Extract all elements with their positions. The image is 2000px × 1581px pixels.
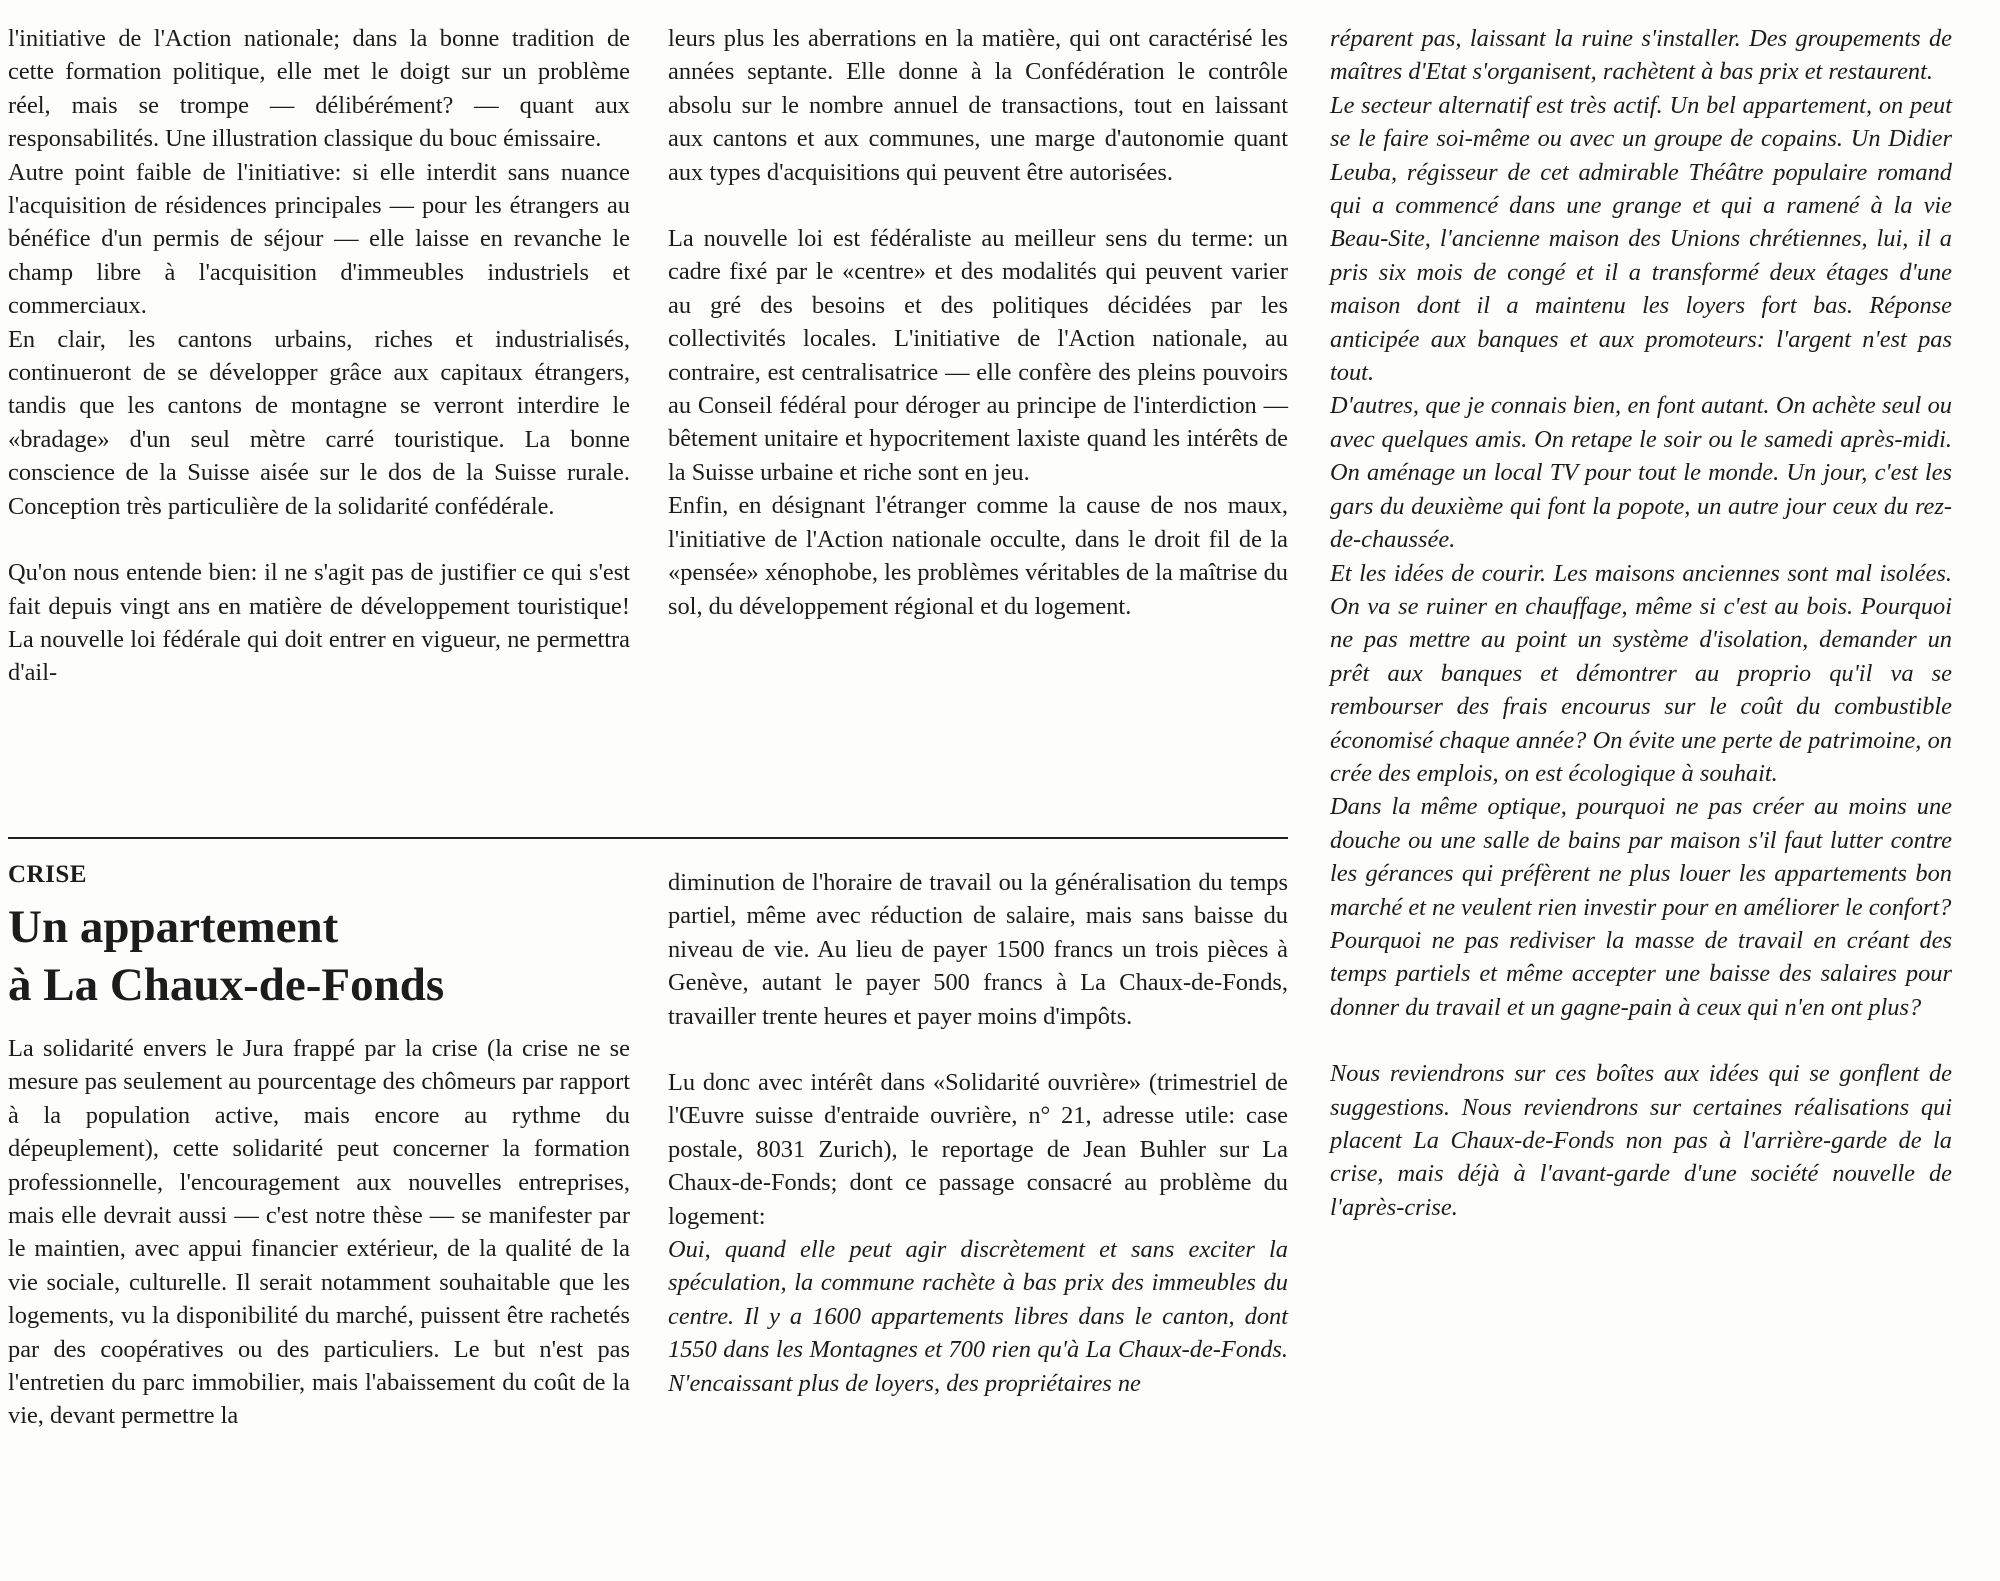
paragraph: En clair, les cantons urbains, riches et industrialisés, continueront de se développer grâce aux capitaux étrangers, tandis que les cantons de montagne se verront interdire le «bradage» d'un seul mètre carré touristique. La bonne conscience de la Suisse aisée sur le dos de la Suisse rurale. Conception très particulière de la solidarité confédérale. (8, 325, 630, 520)
column-1-bottom (8, 1032, 630, 1433)
paragraph: leurs plus les aberrations en la matière, qui ont caractérisé les années septante. Elle donne à la Confédération le contrôle absolu sur le nombre annuel de transactions, tout en laissant aux cantons et aux communes, une marge d'autonomie quant aux types d'acquisitions qui peuvent être autorisées. (668, 25, 1288, 186)
paragraph: Lu donc avec intérêt dans «Solidarité ouvrière» (trimestriel de l'Œuvre suisse d'entraide ouvrière, n° 21, adresse utile: case postale, 8031 Zurich), le reportage de Jean Buhler sur La Chaux-de-Fonds; dont ce passage consacré au problème du logement: (668, 1069, 1288, 1230)
column-1-top (8, 22, 630, 690)
paragraph-gap (668, 189, 1288, 222)
section-rubric: CRISE (8, 861, 87, 888)
paragraph-gap (8, 523, 630, 556)
paragraph: diminution de l'horaire de travail ou la généralisation du temps partiel, même avec réduction de salaire, mais sans baisse du niveau de vie. Au lieu de payer 1500 francs un trois pièces à Genève, autant le payer 500 francs à La Chaux-de-Fonds, travailler trente heures et payer moins d'impôts. (668, 869, 1288, 1030)
quoted-paragraph: Et les idées de courir. Les maisons anciennes sont mal isolées. On va se ruiner en chauffage, même si c'est au bois. Pourquoi ne pas mettre au point un système d'isolation, demander un prêt aux banques et démontrer au proprio qu'il va se rembourser des frais encourus sur le coût du combustible économisé chaque année? On évite une perte de patrimoine, on crée des emplois, on est écologique à souhait. (1330, 559, 1952, 787)
paragraph: Enfin, en désignant l'étranger comme la cause de nos maux, l'initiative de l'Action nationale occulte, dans le droit fil de la «pensée» xénophobe, les problèmes véritables de la maîtrise du sol, du développement régional et du logement. (668, 492, 1288, 620)
paragraph: l'initiative de l'Action nationale; dans la bonne tradition de cette formation politique, elle met le doigt sur un problème réel, mais se trompe — délibérément? — quant aux responsabilités. Une illustration classique du bouc émissaire. (8, 25, 630, 153)
paragraph-gap (668, 1033, 1288, 1066)
article-headline (8, 898, 628, 1014)
column-2-top (668, 22, 1288, 623)
headline-line-2: à La Chaux-de-Fonds (8, 959, 445, 1011)
closing-paragraph: Nous reviendrons sur ces boîtes aux idées qui se gonflent de suggestions. Nous reviendrons sur certaines réalisations qui placent La Chaux-de-Fonds non pas à l'arrière-garde de la crise, mais déjà à l'avant-garde d'une société nouvelle de l'après-crise. (1330, 1060, 1952, 1221)
paragraph: Autre point faible de l'initiative: si elle interdit sans nuance l'acquisition de résidences principales — pour les étrangers au bénéfice d'un permis de séjour — elle laisse en revanche le champ libre à l'acquisition d'immeubles industriels et commerciaux. (8, 158, 630, 320)
quoted-paragraph: réparent pas, laissant la ruine s'installer. Des groupements de maîtres d'Etat s'organisent, rachètent à bas prix et restaurent. (1330, 25, 1952, 86)
paragraph: La nouvelle loi est fédéraliste au meilleur sens du terme: un cadre fixé par le «centre» et des modalités qui peuvent varier au gré des besoins et des politiques décidées par les collectivités locales. L'initiative de l'Action nationale, au contraire, est centralisatrice — elle confère des pleins pouvoirs au Conseil fédéral pour déroger au principe de l'interdiction — bêtement unitaire et hypocritement laxiste quand les intérêts de la Suisse urbaine et riche sont en jeu. (668, 225, 1288, 486)
quoted-paragraph: Oui, quand elle peut agir discrètement et sans exciter la spéculation, la commune rachète à bas prix des immeubles du centre. Il y a 1600 appartements libres dans le canton, dont 1550 dans les Montagnes et 700 rien qu'à La Chaux-de-Fonds. N'encaissant plus de loyers, des propriétaires ne (668, 1236, 1288, 1397)
column-2-bottom (668, 866, 1288, 1400)
headline-line-1: Un appartement (8, 901, 339, 953)
paragraph: La solidarité envers le Jura frappé par la crise (la crise ne se mesure pas seulement au pourcentage des chômeurs par rapport à la population active, mais encore au rythme du dépeuplement), cette solidarité peut concerner la formation professionnelle, l'encouragement aux nouvelles entreprises, mais elle devrait aussi — c'est notre thèse — se manifester par le maintien, avec appui financier extérieur, de la qualité de la vie sociale, culturelle. Il serait notamment souhaitable que les logements, vu la disponibilité du marché, puissent être rachetés par des coopératives ou des particuliers. Le but n'est pas l'entretien du parc immobilier, mais l'abaissement du coût de la vie, devant permettre la (8, 1035, 630, 1430)
paragraph: Qu'on nous entende bien: il ne s'agit pas de justifier ce qui s'est fait depuis vingt ans en matière de développement touristique! La nouvelle loi fédérale qui doit entrer en vigueur, ne permettra d'ail- (8, 559, 630, 687)
column-3 (1330, 22, 1952, 1224)
quoted-paragraph: Le secteur alternatif est très actif. Un bel appartement, on peut se le faire soi-même ou avec un groupe de copains. Un Didier Leuba, régisseur de cet admirable Théâtre populaire romand qui a commencé dans une grange et qui a ramené à la vie Beau-Site, l'ancienne maison des Unions chrétiennes, lui, il a pris six mois de congé et il a transformé deux étages d'une maison dont il a maintenu les loyers fort bas. Réponse anticipée aux banques et aux promoteurs: l'argent n'est pas tout. (1330, 91, 1952, 387)
article-divider (8, 837, 1288, 839)
paragraph-gap (1330, 1024, 1952, 1057)
quoted-paragraph: D'autres, que je connais bien, en font autant. On achète seul ou avec quelques amis. On retape le soir ou le samedi après-midi. On aménage un local TV pour tout le monde. Un jour, c'est les gars du deuxième qui font la popote, un autre jour ceux du rez-de-chaussée. (1330, 392, 1952, 554)
quoted-paragraph: Pourquoi ne pas rediviser la masse de travail en créant des temps partiels et même accepter une baisse des salaires pour donner du travail et un gagne-pain à ceux qui n'en ont plus? (1330, 926, 1952, 1021)
quoted-paragraph: Dans la même optique, pourquoi ne pas créer au moins une douche ou une salle de bains par maison s'il faut lutter contre les gérances qui préfèrent ne plus louer les appartements bon marché et ne veulent rien investir pour en améliorer le confort? (1330, 793, 1952, 921)
